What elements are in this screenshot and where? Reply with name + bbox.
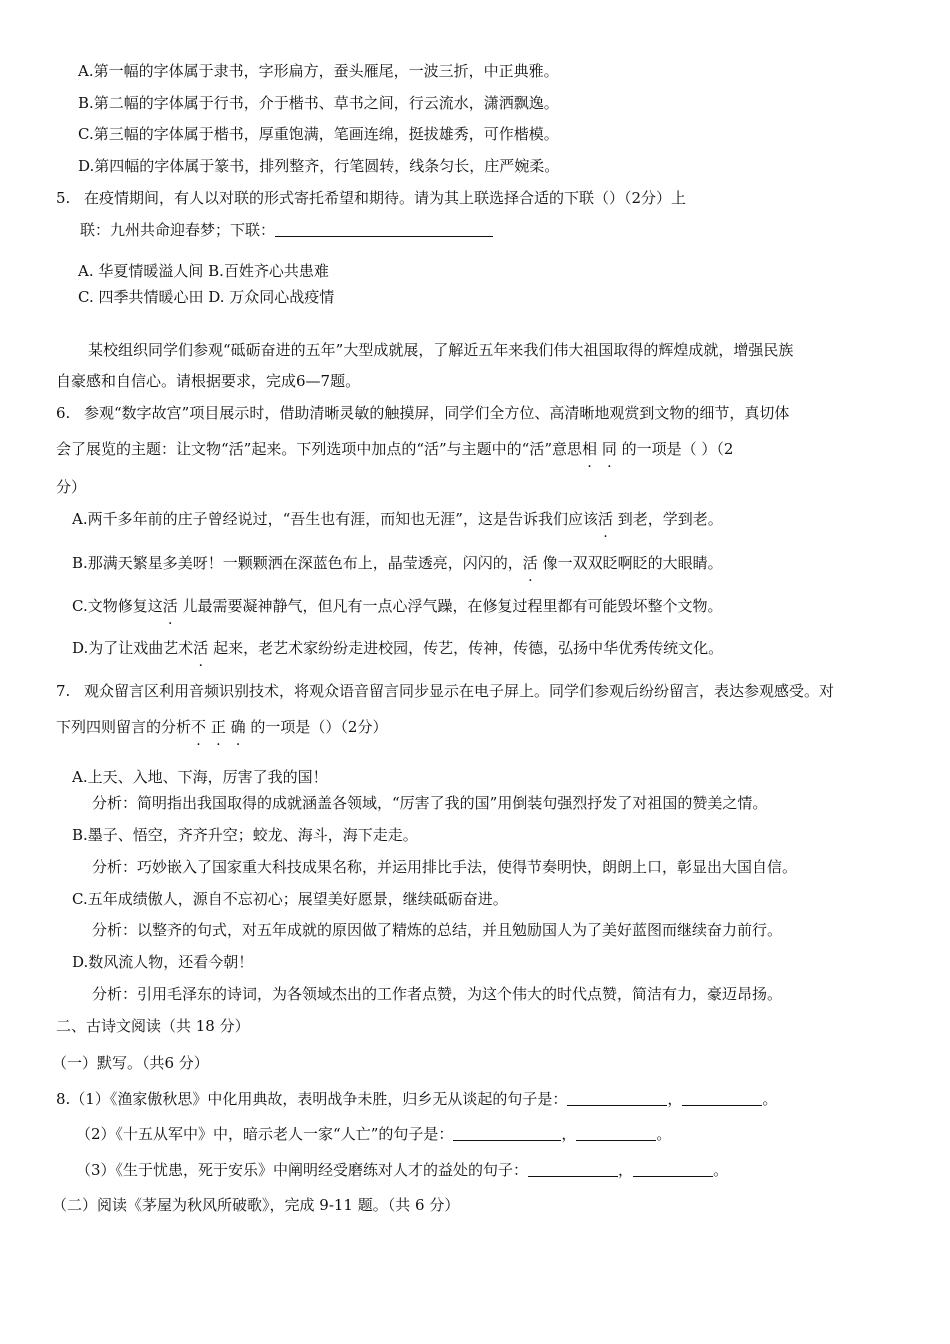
q6-option-a — [72, 509, 723, 529]
intro-line-2: 自豪感和自信心。请根据要求，完成6—7题。 — [56, 372, 361, 390]
q5-stem — [56, 188, 686, 208]
q7-option-c-analysis: 分析：以整齐的句式，对五年成就的原因做了精炼的总结，并且勉励国人为了美好蓝图而继续奋力前行。 — [92, 921, 783, 939]
q7-emphasis-3: 确 — [230, 718, 246, 736]
q5-options-cd: C. 四季共情暖心田 D. 万众同心战疫情 — [78, 288, 335, 306]
q6-option-b-pre: B.那满天繁星多美呀！一颗颗洒在深蓝色布上，晶莹透亮，闪闪的， — [72, 554, 523, 572]
q8-2-comma: ， — [561, 1125, 577, 1143]
q8-1-period: 。 — [762, 1090, 778, 1108]
q6-option-a-post: 到老，学到老。 — [617, 510, 723, 528]
q7-stem-text-2b: 的一项是（）（2分） — [250, 718, 388, 736]
q4-option-a: A.第一幅的字体属于隶书，字形扁方，蚕头雁尾，一波三折，中正典雅。 — [78, 62, 559, 80]
q7-option-c: C.五年成绩傲人，源自不忘初心；展望美好愿景，继续砥砺奋进。 — [72, 890, 508, 908]
q8-3-text: （3）《生于忧患，死于安乐》中阐明经受磨练对人才的益处的句子： — [76, 1161, 529, 1179]
q6-option-d-pre: D.为了让戏曲艺术 — [72, 639, 194, 657]
q8-1-blank-2[interactable] — [682, 1089, 762, 1106]
q6-stem-line-3: 分） — [56, 478, 87, 496]
q5-couplet-text: 联：九州共命迎春梦；下联： — [80, 221, 276, 239]
q8-3 — [76, 1160, 728, 1180]
q6-option-c — [72, 596, 723, 616]
q8-3-period: 。 — [713, 1161, 729, 1179]
q6-option-a-pre: A.两千多年前的庄子曾经说过，“吾生也有涯，而知也无涯”，这是告诉我们应该 — [72, 510, 598, 528]
q6-emphasis-2: 同 — [601, 440, 617, 458]
q8-2-blank-1[interactable] — [453, 1124, 561, 1141]
q8-3-blank-2[interactable] — [633, 1160, 713, 1177]
q4-option-b: B.第二幅的字体属于行书，介于楷书、草书之间，行云流水，潇洒飘逸。 — [78, 94, 559, 112]
q6-emphasis-1: 相 — [582, 440, 598, 458]
q7-stem-line-1 — [56, 681, 834, 701]
q4-option-d: D.第四幅的字体属于篆书，排列整齐，行笔圆转，线条匀长，庄严婉柔。 — [78, 157, 560, 175]
q5-number: 5. — [56, 189, 71, 207]
q7-stem-text-2a: 下列四则留言的分析 — [56, 718, 192, 736]
q5-answer-blank[interactable] — [275, 220, 493, 237]
q8-3-comma: ， — [618, 1161, 634, 1179]
q6-stem-line-2 — [56, 439, 733, 459]
q8-3-blank-1[interactable] — [528, 1160, 618, 1177]
q6-option-b-emphasis: 活 — [522, 554, 538, 572]
q8-2-period: 。 — [656, 1125, 672, 1143]
section-2-part-2: （二）阅读《茅屋为秋风所破歌》，完成 9-11 题。（共 6 分） — [52, 1196, 460, 1214]
q8-2-text: （2）《十五从军中》中，暗示老人一家“人亡”的句子是： — [76, 1125, 454, 1143]
q8-1-blank-1[interactable] — [567, 1089, 667, 1106]
q6-option-c-post: 儿最需要凝神静气，但凡有一点心浮气躁，在修复过程里都有可能毁坏整个文物。 — [182, 597, 723, 615]
q6-stem-text-2a: 会了展览的主题：让文物“活”起来。下列选项中加点的“活”与主题中的“活”意思 — [56, 440, 583, 458]
section-2-title: 二、古诗文阅读（共 18 分） — [56, 1017, 250, 1035]
q6-option-d — [72, 638, 723, 658]
q8-1-text: 8.（1）《渔家傲秋思》中化用典故，表明战争未胜，归乡无从谈起的句子是： — [56, 1090, 568, 1108]
q6-stem-line-1 — [56, 403, 789, 423]
q7-number: 7. — [56, 682, 71, 700]
q8-1 — [56, 1089, 777, 1109]
q6-option-c-pre: C.文物修复这 — [72, 597, 163, 615]
q7-option-a: A.上天、入地、下海，厉害了我的国！ — [72, 768, 328, 786]
q7-emphasis-1: 不 — [191, 718, 207, 736]
q5-couplet — [80, 220, 493, 240]
q6-stem-text-1: 参观“数字故宫”项目展示时，借助清晰灵敏的触摸屏，同学们全方位、高清晰地观赏到文物的细节，真切体 — [84, 404, 790, 422]
section-2-part-1: （一）默写。（共6 分） — [52, 1054, 209, 1072]
q7-option-d-analysis: 分析：引用毛泽东的诗词，为各领域杰出的工作者点赞，为这个伟大的时代点赞，简洁有力，豪迈昂扬。 — [92, 985, 783, 1003]
q5-stem-text: 在疫情期间，有人以对联的形式寄托希望和期待。请为其上联选择合适的下联（）（2分）上 — [84, 189, 687, 207]
q7-option-b: B.墨子、悟空，齐齐升空；蛟龙、海斗，海下走走。 — [72, 826, 418, 844]
q4-option-c: C.第三幅的字体属于楷书，厚重饱满，笔画连绵，挺拔雄秀，可作楷模。 — [78, 125, 559, 143]
q7-stem-text-1: 观众留言区利用音频识别技术，将观众语音留言同步显示在电子屏上。同学们参观后纷纷留言，表达参观感受。对 — [84, 682, 835, 700]
q6-option-d-emphasis: 活 — [193, 639, 209, 657]
q8-2-blank-2[interactable] — [576, 1124, 656, 1141]
q6-option-b-post: 像一双双眨啊眨的大眼睛。 — [542, 554, 723, 572]
q7-stem-line-2 — [56, 717, 387, 737]
q6-stem-text-2b: 的一项是（ ）（2 — [621, 440, 734, 458]
q5-options-ab: A. 华夏情暖溢人间 B.百姓齐心共患难 — [78, 262, 329, 280]
q6-option-b — [72, 553, 723, 573]
q7-option-a-analysis: 分析：简明指出我国取得的成就涵盖各领域，“厉害了我的国”用倒装句强烈抒发了对祖国的赞美之情。 — [92, 794, 768, 812]
intro-line-1: 某校组织同学们参观“砥砺奋进的五年”大型成就展，了解近五年来我们伟大祖国取得的辉煌成就，增强民族 — [88, 341, 794, 359]
q6-option-a-emphasis: 活 — [597, 510, 613, 528]
q6-option-d-post: 起来，老艺术家纷纷走进校园，传艺，传神，传德，弘扬中华优秀传统文化。 — [213, 639, 724, 657]
q7-emphasis-2: 正 — [210, 718, 226, 736]
q7-option-d: D.数风流人物，还看今朝！ — [72, 953, 254, 971]
q8-1-comma: ， — [667, 1090, 683, 1108]
q6-option-c-emphasis: 活 — [162, 597, 178, 615]
q6-number: 6. — [56, 404, 71, 422]
q7-option-b-analysis: 分析：巧妙嵌入了国家重大科技成果名称，并运用排比手法，使得节奏明快，朗朗上口，彰显出大国自信。 — [92, 858, 798, 876]
q8-2 — [76, 1124, 671, 1144]
